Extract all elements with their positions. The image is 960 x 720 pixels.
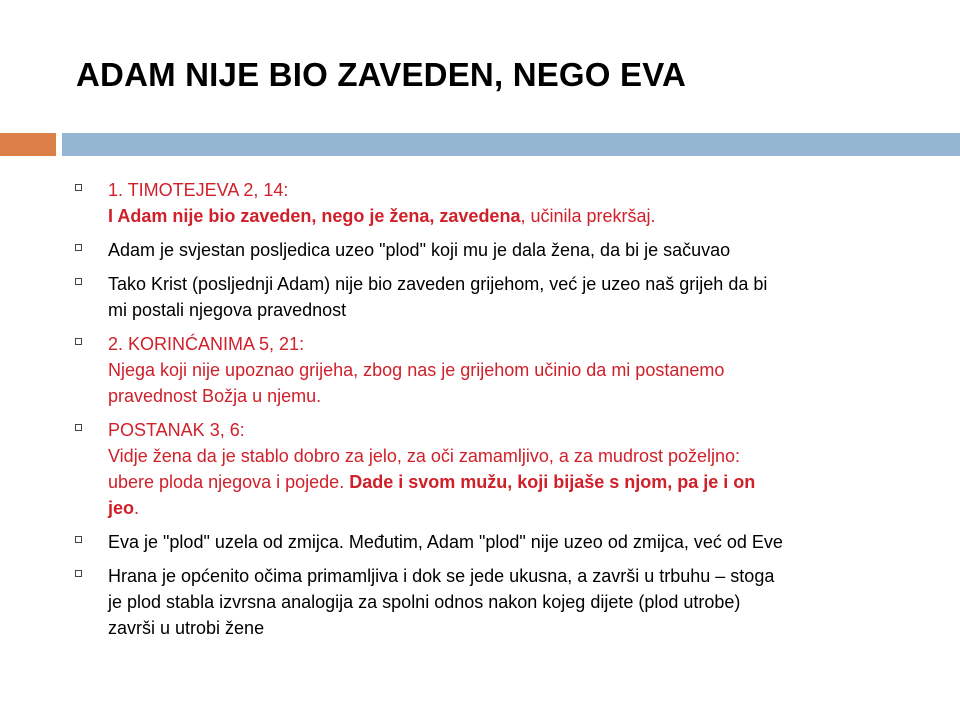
scripture-quote-normal: ubere ploda njegova i pojede. bbox=[108, 472, 350, 492]
bullet-item bbox=[72, 271, 942, 323]
square-bullet-icon bbox=[72, 237, 108, 257]
bullet-list bbox=[72, 177, 942, 649]
scripture-quote-line: pravednost Božja u njemu. bbox=[108, 386, 322, 406]
square-bullet-icon bbox=[72, 417, 108, 437]
bullet-item bbox=[72, 237, 942, 263]
bullet-item bbox=[72, 529, 942, 555]
bullet-text-line: Tako Krist (posljednji Adam) nije bio zaveden grijehom, već je uzeo naš grijeh da bi bbox=[108, 274, 768, 294]
bullet-text-line: mi postali njegova pravednost bbox=[108, 300, 347, 320]
bullet-text: Adam je svjestan posljedica uzeo "plod" koji mu je dala žena, da bi je sačuvao bbox=[108, 240, 731, 260]
bullet-text-line: Hrana je općenito očima primamljiva i dok se jede ukusna, a završi u trbuhu – stoga bbox=[108, 566, 775, 586]
slide-title: ADAM NIJE BIO ZAVEDEN, NEGO EVA bbox=[76, 56, 687, 93]
scripture-quote-line: Njega koji nije upoznao grijeha, zbog nas je grijehom učinio da mi postanemo bbox=[108, 360, 725, 380]
scripture-quote-bold: I Adam nije bio zaveden, nego je žena, zavedena bbox=[108, 206, 521, 226]
square-bullet-icon bbox=[72, 331, 108, 351]
accent-bar-blue bbox=[62, 133, 960, 156]
scripture-quote-line: Vidje žena da je stablo dobro za jelo, za oči zamamljivo, a za mudrost poželjno: bbox=[108, 446, 741, 466]
bullet-text-line: završi u utrobi žene bbox=[108, 618, 265, 638]
bullet-item bbox=[72, 563, 942, 641]
square-bullet-icon bbox=[72, 529, 108, 549]
scripture-reference: POSTANAK 3, 6: bbox=[108, 420, 245, 440]
bullet-text-line: je plod stabla izvrsna analogija za spolni odnos nakon kojeg dijete (plod utrobe) bbox=[108, 592, 741, 612]
scripture-reference: 2. KORINĆANIMA 5, 21: bbox=[108, 334, 305, 354]
scripture-quote-bold: jeo bbox=[108, 498, 135, 518]
square-bullet-icon bbox=[72, 563, 108, 583]
scripture-quote-end: . bbox=[134, 498, 140, 518]
bullet-text: Eva je "plod" uzela od zmijca. Međutim, Adam "plod" nije uzeo od zmijca, već od Eve bbox=[108, 532, 783, 552]
bullet-item bbox=[72, 417, 942, 521]
square-bullet-icon bbox=[72, 177, 108, 197]
scripture-quote-rest: , učinila prekršaj. bbox=[520, 206, 656, 226]
bullet-item bbox=[72, 177, 942, 229]
scripture-reference: 1. TIMOTEJEVA 2, 14: bbox=[108, 180, 289, 200]
bullet-item bbox=[72, 331, 942, 409]
accent-bar-orange bbox=[0, 133, 56, 156]
scripture-quote-bold: Dade i svom mužu, koji bijaše s njom, pa je i on bbox=[349, 472, 756, 492]
square-bullet-icon bbox=[72, 271, 108, 291]
